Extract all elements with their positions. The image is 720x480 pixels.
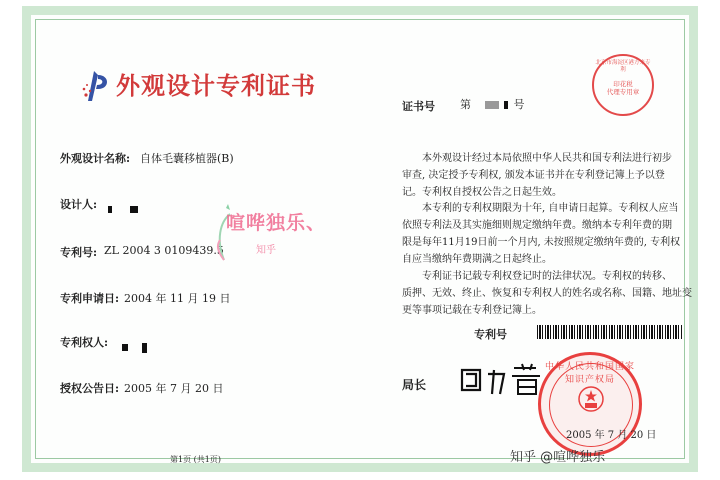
watermark bbox=[226, 208, 326, 256]
certificate-number-suffix: 号 bbox=[513, 98, 525, 111]
director-label: 局长 bbox=[402, 378, 427, 392]
patent-number-label: 专利号: bbox=[60, 246, 98, 259]
body-p2-line-4: 自应当缴纳年费期满之日起终止。 bbox=[402, 254, 552, 265]
grant-date-value: 2005 年 7 月 20 日 bbox=[124, 382, 224, 395]
body-paragraph-1 bbox=[402, 150, 672, 201]
design-name-label: 外观设计名称: bbox=[60, 152, 131, 165]
grant-date-label: 授权公告日: bbox=[60, 382, 120, 395]
patentee-redacted bbox=[118, 337, 147, 356]
redacted-number-end bbox=[504, 101, 508, 109]
agency-seal-ring: 北京市海淀区港方来专利 bbox=[595, 60, 651, 73]
agency-seal-line-2: 代理专用章 bbox=[606, 88, 640, 96]
designer-label: 设计人: bbox=[60, 198, 98, 211]
patent-number-value: ZL 2004 3 0109439.5 bbox=[104, 244, 224, 257]
filing-date-value: 2004 年 11 月 19 日 bbox=[124, 292, 231, 305]
certificate-number-prefix: 第 bbox=[460, 98, 471, 111]
director-signature bbox=[458, 360, 550, 398]
office-seal-text: 中华人民共和国国家知识产权局 bbox=[544, 362, 635, 385]
body-p3-line-3: 更等事项记载在专利登记簿上。 bbox=[402, 305, 542, 316]
watermark-main: 喧哗独乐、 bbox=[226, 212, 327, 234]
certificate-number bbox=[460, 96, 525, 112]
patent-logo-icon bbox=[80, 67, 116, 105]
patentee-label: 专利权人: bbox=[60, 336, 109, 349]
body-p2-line-2: 依照专利法及其实施细则规定缴纳年费。缴纳本专利年费的期 bbox=[402, 220, 672, 231]
designer-redacted bbox=[104, 199, 138, 218]
agency-seal bbox=[592, 54, 654, 116]
agency-seal-line-1: 印花税 bbox=[613, 80, 633, 88]
barcode-label: 专利号 bbox=[474, 328, 507, 341]
body-paragraph-2 bbox=[402, 200, 680, 268]
body-p1-line-2: 审查, 决定授予专利权, 颁发本证书并在专利登记簿上予以登 bbox=[402, 170, 665, 181]
body-p3-line-1: 专利证书记载专利权登记时的法律状况。专利权的转移、 bbox=[422, 271, 672, 282]
national-emblem-icon bbox=[577, 385, 605, 413]
body-p1-line-3: 记。专利权自授权公告之日起生效。 bbox=[402, 187, 562, 198]
watermark-sub: 知乎 bbox=[256, 245, 276, 256]
barcode-icon bbox=[537, 325, 682, 339]
certificate-title: 外观设计专利证书 bbox=[116, 72, 316, 100]
body-paragraph-3 bbox=[402, 268, 692, 319]
redacted-number bbox=[485, 101, 499, 109]
certificate-number-label: 证书号 bbox=[402, 100, 435, 113]
seal-date: 2005 年 7 月 20 日 bbox=[566, 430, 657, 441]
body-p2-line-1: 本专利的专利权期限为十年, 自申请日起算。专利权人应当 bbox=[422, 203, 679, 214]
zhihu-credit: 知乎 @喧哗独乐 bbox=[510, 450, 606, 465]
body-p2-line-3: 限是每年11月19日前一个月内, 未按照规定缴纳年费的, 专利权 bbox=[402, 237, 681, 248]
filing-date-label: 专利申请日: bbox=[60, 292, 120, 305]
page-indicator: 第1页 (共1页) bbox=[170, 455, 221, 464]
design-name-value: 自体毛囊移植器(B) bbox=[140, 152, 234, 165]
body-p3-line-2: 质押、无效、终止、恢复和专利权人的姓名或名称、国籍、地址变 bbox=[402, 288, 692, 299]
body-p1-line-1: 本外观设计经过本局依照中华人民共和国专利法进行初步 bbox=[422, 153, 672, 164]
